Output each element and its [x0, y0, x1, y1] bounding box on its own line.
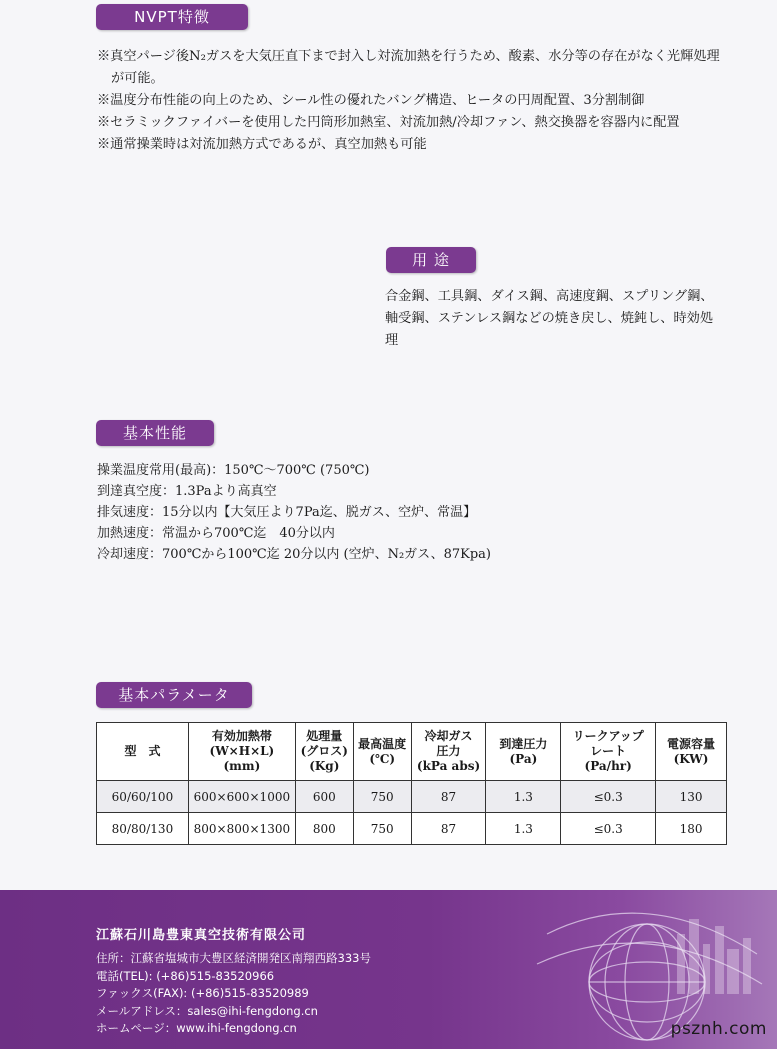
- cell-heating-zone: 600×600×1000: [188, 781, 295, 813]
- cell-cooling-gas-pressure: 87: [411, 781, 486, 813]
- cell-ultimate-pressure: 1.3: [486, 781, 561, 813]
- parameters-table: [96, 722, 727, 845]
- cell-model: 80/80/130: [97, 813, 189, 845]
- watermark-text: psznh.com: [670, 1019, 767, 1039]
- footer-band: [0, 890, 777, 1049]
- features-heading: NVPT特徴: [96, 4, 248, 30]
- parameters-heading: 基本パラメータ: [96, 682, 252, 708]
- header-capacity: 処理量 (グロス) (Kg): [295, 723, 353, 781]
- header-power: 電源容量 (KW): [656, 723, 727, 781]
- feature-item: ※通常操業時は対流加熱方式であるが、真空加熱も可能: [97, 137, 427, 152]
- cell-max-temp: 750: [353, 781, 411, 813]
- cell-leak-rate: ≤0.3: [561, 813, 656, 845]
- tel-text: 電話(TEL): (+86)515-83520966: [96, 968, 275, 983]
- feature-item: ※セラミックファイバーを使用した円筒形加熱室、対流加熱/冷却ファン、熱交換器を容器内に配置: [97, 115, 680, 130]
- performance-item: 冷却速度：700℃から100℃迄 20分以内 (空炉、N₂ガス、87Kpa): [97, 547, 491, 562]
- table-row: [97, 813, 727, 845]
- cell-model: 60/60/100: [97, 781, 189, 813]
- table-row: [97, 781, 727, 813]
- performance-item: 加熱速度：常温から700℃迄 40分以内: [97, 526, 335, 541]
- uses-heading: 用 途: [386, 247, 476, 273]
- header-max-temp: 最高温度 (℃): [353, 723, 411, 781]
- email-text: メールアドレス：sales@ihi-fengdong.cn: [96, 1003, 318, 1018]
- company-name: 江蘇石川島豊東真空技術有限公司: [96, 928, 307, 943]
- header-cooling-gas-pressure: 冷却ガス 圧力 (kPa abs): [411, 723, 486, 781]
- uses-text: 合金鋼、工具鋼、ダイス鋼、高速度鋼、スプリング鋼、軸受鋼、ステンレス鋼などの焼き戻し、焼鈍し、時効処理: [385, 289, 714, 348]
- cell-heating-zone: 800×800×1300: [188, 813, 295, 845]
- address-text: 住所：江蘇省塩城市大豊区経済開発区南翔西路333号: [96, 951, 371, 965]
- header-ultimate-pressure: 到達圧力 (Pa): [486, 723, 561, 781]
- website-text: ホームページ：www.ihi-fengdong.cn: [96, 1021, 297, 1035]
- cell-power: 180: [656, 813, 727, 845]
- performance-list: [97, 460, 617, 565]
- table-header-row: [97, 723, 727, 781]
- header-model: 型 式: [97, 723, 189, 781]
- cell-max-temp: 750: [353, 813, 411, 845]
- cell-cooling-gas-pressure: 87: [411, 813, 486, 845]
- feature-item: ※温度分布性能の向上のため、シール性の優れたバング構造、ヒータの円周配置、3分割制御: [97, 93, 645, 108]
- cell-capacity: 600: [295, 781, 353, 813]
- performance-heading: 基本性能: [96, 420, 214, 446]
- contact-block: [96, 950, 371, 1038]
- cell-capacity: 800: [295, 813, 353, 845]
- fax-text: ファックス(FAX): (+86)515-83520989: [96, 986, 309, 1000]
- cell-power: 130: [656, 781, 727, 813]
- features-list: [97, 46, 727, 156]
- cell-leak-rate: ≤0.3: [561, 781, 656, 813]
- feature-item: ※真空パージ後N₂ガスを大気圧直下まで封入し対流加熱を行うため、酸素、水分等の存在がなく光輝処理が可能。: [97, 49, 720, 86]
- cell-ultimate-pressure: 1.3: [486, 813, 561, 845]
- header-leak-rate: リークアップ レート (Pa/hr): [561, 723, 656, 781]
- performance-item: 操業温度常用(最高)：150℃～700℃ (750℃): [97, 463, 370, 478]
- performance-item: 排気速度：15分以内【大気圧より7Pa迄、脱ガス、空炉、常温】: [97, 505, 477, 520]
- header-heating-zone: 有効加熱帯 (W×H×L) (mm): [188, 723, 295, 781]
- performance-item: 到達真空度：1.3Paより高真空: [97, 484, 277, 499]
